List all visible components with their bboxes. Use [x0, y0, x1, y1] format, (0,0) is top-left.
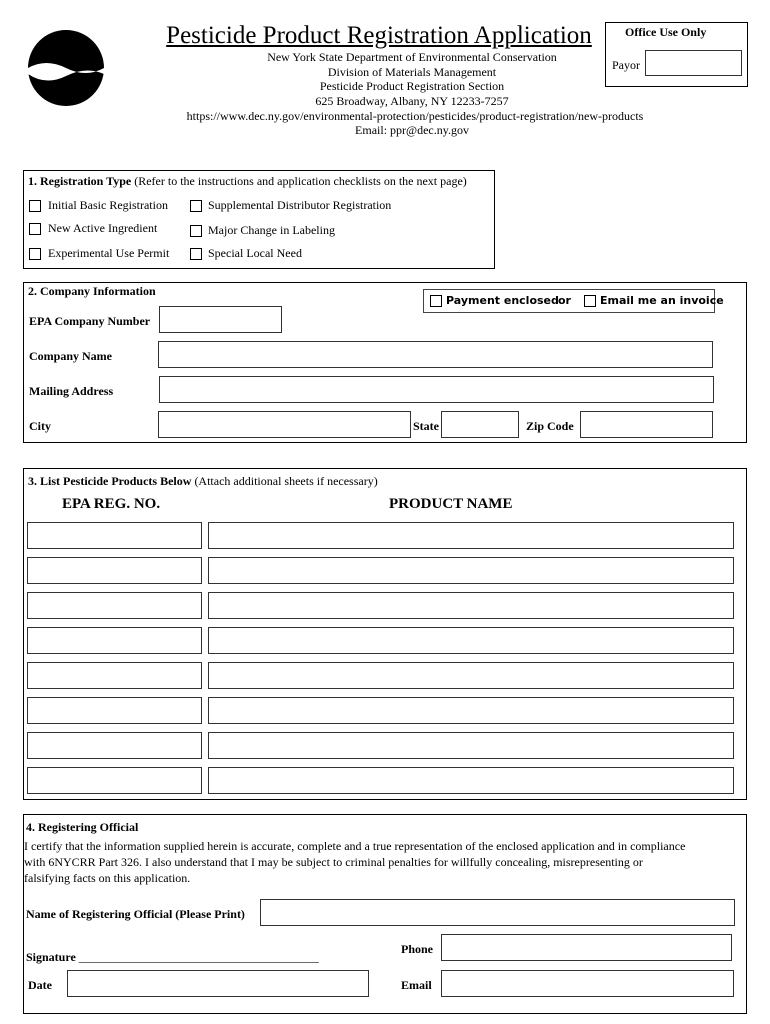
product-name-field[interactable] [208, 662, 734, 689]
special-local-need-checkbox[interactable] [190, 248, 202, 260]
office-use-title: Office Use Only [625, 25, 707, 39]
signature-line[interactable]: ________________________________________ [78, 950, 319, 964]
section-name: Pesticide Product Registration Section [319, 79, 505, 93]
city-field[interactable] [158, 411, 411, 438]
date-field[interactable] [67, 970, 369, 997]
address: 625 Broadway, Albany, NY 12233-7257 [315, 94, 509, 108]
payment-enclosed-checkbox[interactable] [430, 295, 442, 307]
product-name-field[interactable] [208, 732, 734, 759]
epa-company-number-field[interactable] [159, 306, 282, 333]
major-change-checkbox[interactable] [190, 225, 202, 237]
payor-field[interactable] [645, 50, 742, 76]
product-name-field[interactable] [208, 627, 734, 654]
section1-title: 1. Registration Type [28, 174, 132, 188]
date-label: Date [28, 978, 52, 992]
major-change-label: Major Change in Labeling [208, 223, 335, 237]
epa-reg-no-field[interactable] [27, 697, 202, 724]
zip-code-label: Zip Code [526, 419, 574, 433]
mailing-address-label: Mailing Address [29, 384, 114, 398]
email-field[interactable] [441, 970, 734, 997]
agency-name: New York State Department of Environmental Conservation [267, 50, 557, 64]
product-name-field[interactable] [208, 557, 734, 584]
product-name-field[interactable] [208, 592, 734, 619]
mailing-address-field[interactable] [159, 376, 714, 403]
email-invoice-label: Email me an invoice [600, 294, 724, 307]
company-name-field[interactable] [158, 341, 713, 368]
certification-line-1: I certify that the information supplied herein is accurate, complete and a true representation of the enclosed application and in compliance [24, 839, 686, 853]
new-active-ingredient-checkbox[interactable] [29, 223, 41, 235]
initial-basic-checkbox[interactable] [29, 200, 41, 212]
section3-title: 3. List Pesticide Products Below [28, 474, 192, 488]
website-url: https://www.dec.ny.gov/environmental-protection/pesticides/product-registration/new-products [186, 109, 644, 123]
new-active-ingredient-label: New Active Ingredient [48, 221, 158, 235]
section4-title: 4. Registering Official [26, 820, 139, 834]
experimental-use-checkbox[interactable] [29, 248, 41, 260]
initial-basic-label: Initial Basic Registration [48, 198, 168, 212]
official-name-label: Name of Registering Official (Please Print) [26, 907, 245, 921]
email-label: Email [401, 978, 432, 992]
epa-reg-no-field[interactable] [27, 627, 202, 654]
supplemental-distributor-label: Supplemental Distributor Registration [208, 198, 392, 212]
epa-reg-no-field[interactable] [27, 522, 202, 549]
epa-company-number-label: EPA Company Number [29, 314, 151, 328]
epa-reg-no-field[interactable] [27, 592, 202, 619]
experimental-use-label: Experimental Use Permit [48, 246, 170, 260]
official-name-field[interactable] [260, 899, 735, 926]
form-title: Pesticide Product Registration Application [166, 22, 592, 49]
or-label: or [558, 294, 571, 307]
epa-reg-no-field[interactable] [27, 557, 202, 584]
section1-note: (Refer to the instructions and application checklists on the next page) [134, 174, 467, 188]
phone-field[interactable] [441, 934, 732, 961]
zip-code-field[interactable] [580, 411, 713, 438]
epa-reg-no-field[interactable] [27, 767, 202, 794]
epa-reg-no-field[interactable] [27, 732, 202, 759]
section3-note: (Attach additional sheets if necessary) [194, 474, 378, 488]
email-invoice-checkbox[interactable] [584, 295, 596, 307]
product-name-field[interactable] [208, 697, 734, 724]
contact-email: Email: ppr@dec.ny.gov [355, 123, 469, 137]
certification-line-3: falsifying facts on this application. [24, 871, 191, 885]
epa-reg-no-field[interactable] [27, 662, 202, 689]
state-label: State [413, 419, 439, 433]
payment-enclosed-label: Payment enclosed [446, 294, 559, 307]
special-local-need-label: Special Local Need [208, 246, 302, 260]
certification-line-2: with 6NYCRR Part 326. I also understand that I may be subject to criminal penalties for willfully concealing, misrepresenting or [24, 855, 643, 869]
city-label: City [29, 419, 51, 433]
supplemental-distributor-checkbox[interactable] [190, 200, 202, 212]
state-field[interactable] [441, 411, 519, 438]
epa-reg-no-header: EPA REG. NO. [62, 496, 161, 512]
signature-label: Signature [26, 950, 76, 964]
product-name-field[interactable] [208, 767, 734, 794]
dec-logo [26, 28, 106, 108]
phone-label: Phone [401, 942, 434, 956]
division-name: Division of Materials Management [327, 65, 497, 79]
section2-title: 2. Company Information [28, 284, 156, 298]
payor-label: Payor [612, 58, 640, 72]
product-name-header: PRODUCT NAME [389, 496, 513, 512]
product-name-field[interactable] [208, 522, 734, 549]
company-name-label: Company Name [29, 349, 112, 363]
